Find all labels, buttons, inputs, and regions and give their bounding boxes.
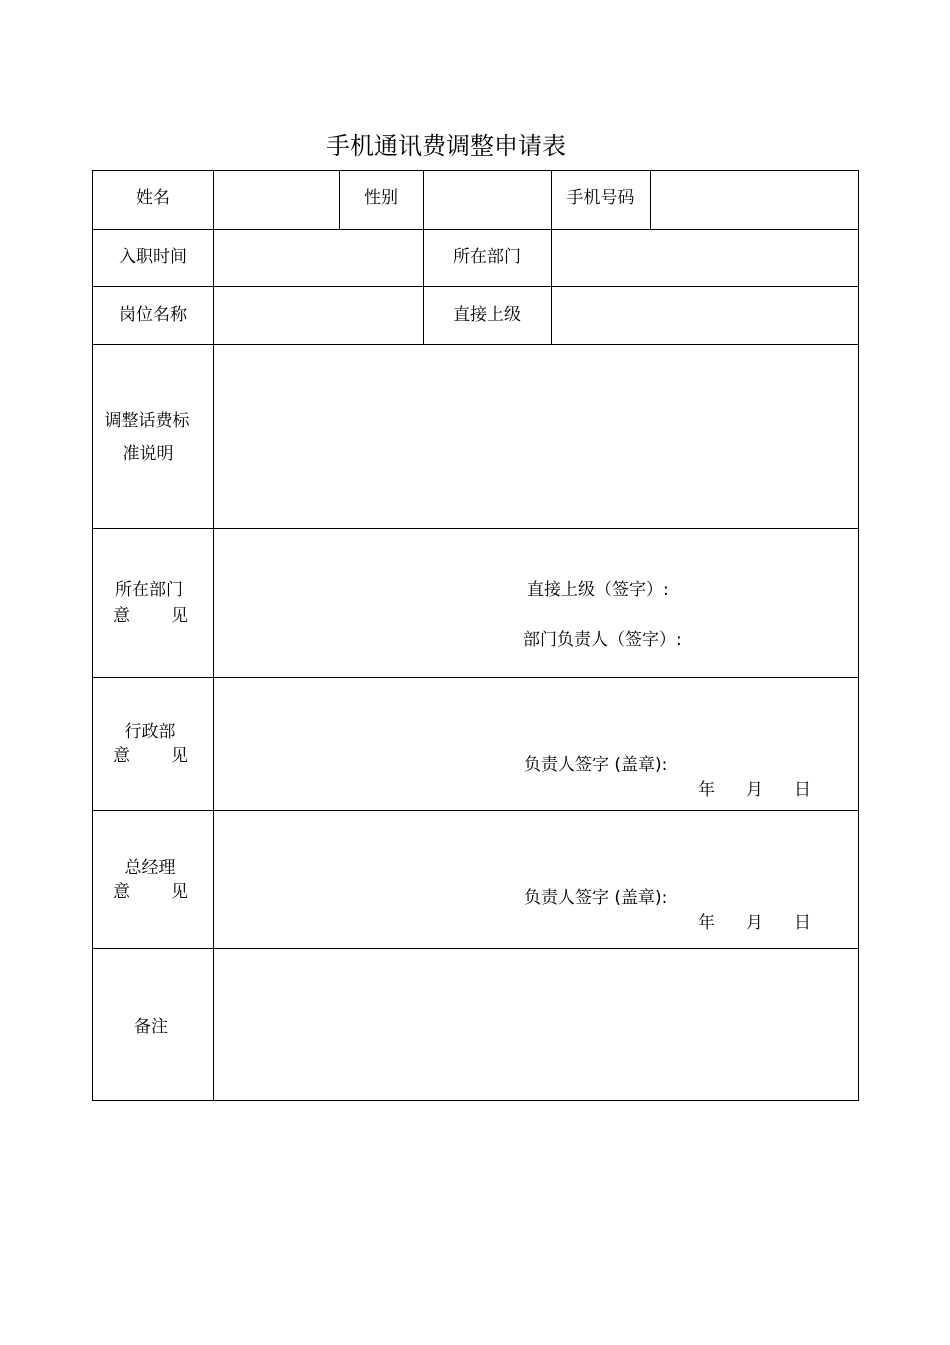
gm-opinion-label-line1: 总经理 [124,858,176,878]
application-form-table [92,170,859,1101]
form-title: 手机通讯费调整申请表 [326,132,566,160]
remarks-field[interactable] [214,949,858,1100]
day-text: 日 [794,780,811,800]
name-label: 姓名 [136,188,170,208]
gm-opinion-label-jian: 见 [171,882,188,902]
dept-opinion-field[interactable] [214,529,858,677]
dept-opinion-label-line1: 所在部门 [115,580,183,600]
hire-date-field[interactable] [214,230,423,286]
gm-opinion-label-yi: 意 [113,882,130,902]
dept-head-signature: 部门负责人（签字）: [523,630,682,650]
hire-date-label: 入职时间 [119,247,187,267]
supervisor-label: 直接上级 [453,305,521,325]
adjust-label-line1: 调整话费标 [104,411,190,431]
admin-opinion-label-line1: 行政部 [124,722,176,742]
dept-opinion-label-jian: 见 [171,606,188,626]
year-text: 年 [698,913,715,933]
gm-signature: 负责人签字 (盖章): [524,888,668,908]
month-text: 月 [746,780,763,800]
supervisor-signature: 直接上级（签字）: [527,580,669,600]
position-label: 岗位名称 [119,305,187,325]
name-field[interactable] [214,171,339,229]
year-text: 年 [698,780,715,800]
gender-field[interactable] [424,171,551,229]
position-field[interactable] [214,287,423,344]
supervisor-field[interactable] [552,287,858,344]
month-text: 月 [746,913,763,933]
admin-signature: 负责人签字 (盖章): [524,755,668,775]
gender-label: 性别 [364,188,398,208]
department-field[interactable] [552,230,858,286]
admin-opinion-label-jian: 见 [171,746,188,766]
phone-field[interactable] [651,171,858,229]
adjust-explanation-field[interactable] [214,345,858,528]
gm-date [698,913,811,933]
phone-label: 手机号码 [566,188,635,208]
day-text: 日 [794,913,811,933]
adjust-label-line2: 准说明 [122,444,174,464]
department-label: 所在部门 [453,247,521,267]
dept-opinion-label-yi: 意 [113,606,130,626]
remarks-label: 备注 [134,1017,168,1037]
admin-opinion-label-yi: 意 [113,746,130,766]
admin-date [698,780,811,800]
